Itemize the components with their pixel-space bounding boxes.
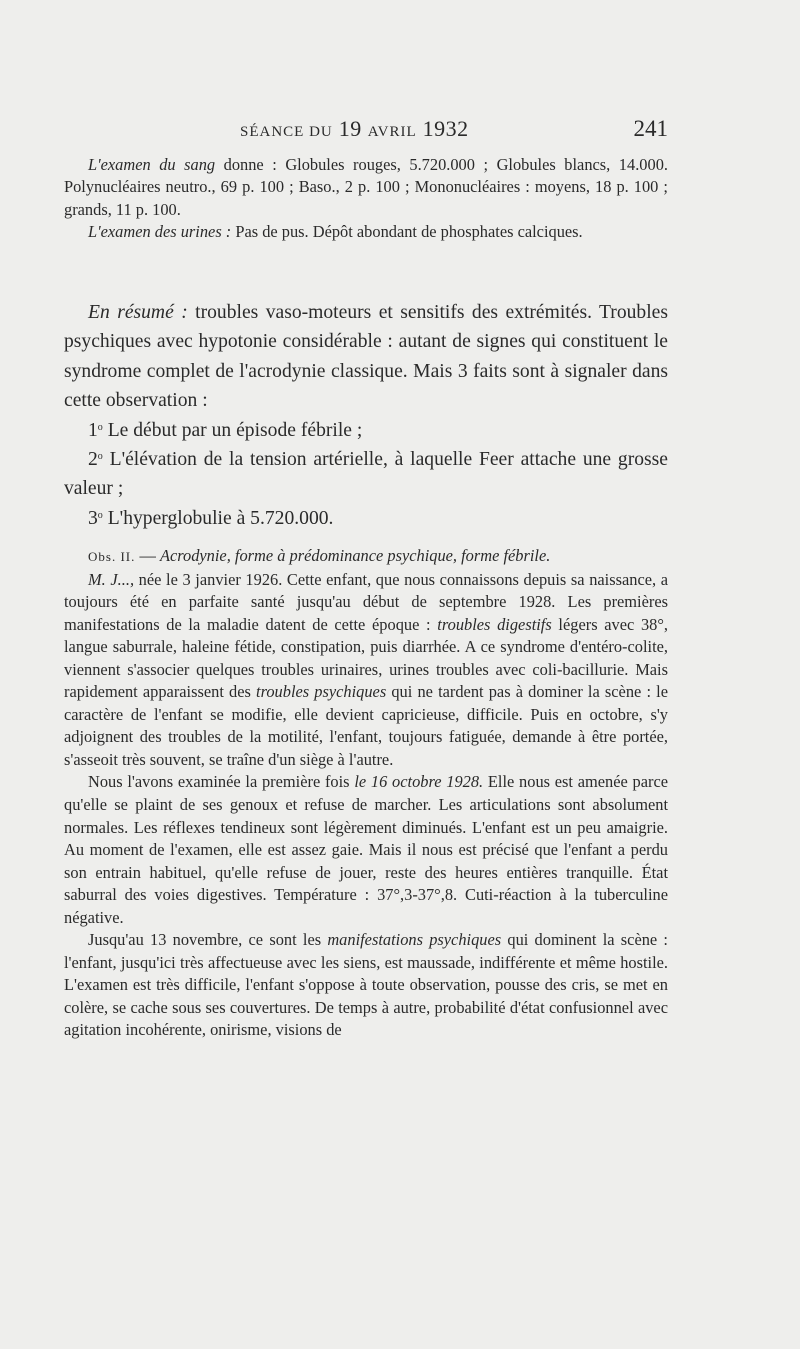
page-number: 241 — [633, 116, 668, 141]
observation-label: Obs. II. — [88, 549, 136, 564]
summary-item-3 — [64, 504, 668, 533]
obs-p2-part-b: Elle nous est amenée parce qu'elle se plaint de ses genoux et refuse de marcher. Les articulations sont absolument normales. Les réflexes tendineux sont légèrement diminués. L'enfant est un peu amaigrie. Au moment de l'examen, elle est assez gaie. Mais il nous est précisé que l'enfant a perdu son entrain habituel, qu'elle refuse de jouer, reste des heures entières tranquille. État saburral des voies digestives. Température : 37°,3-37°,8. Cuti-réaction à la tuberculine négative. — [64, 772, 669, 927]
page-header — [64, 116, 668, 144]
blood-exam-label: L'examen du sang — [88, 155, 216, 174]
item-1-degree: o — [97, 421, 103, 433]
summary-label: En résumé : — [88, 302, 188, 323]
obs-p1-part-c: qui ne tardent pas à dominer la scène : le caractère de l'enfant se modifie, elle devient capricieuse, difficile. Puis en octobre, s'y adjoignent des troubles de la motilité, l'enfant, toujours fatiguée, demande à être portée, s'asseoit très souvent, se traîne d'un siège à l'autre. — [64, 682, 668, 769]
item-1-number: 1 — [88, 419, 98, 441]
item-2-text: L'élévation de la tension artérielle, à laquelle Feer attache une grosse valeur ; — [64, 449, 668, 500]
urine-exam-paragraph — [64, 221, 668, 243]
summary-item-2 — [64, 445, 668, 504]
blood-exam-text: donne : Globules rouges, 5.720.000 ; Globules blancs, 14.000. Polynucléaires neutro., 69 p. 100 ; Baso., 2 p. 100 ; Mononucléaires : moyens, 18 p. 100 ; grands, 11 p. 100. — [64, 155, 668, 219]
summary-paragraph — [64, 298, 668, 416]
obs-p1-part-b: légers avec 38°, langue saburrale, haleine fétide, constipation, puis diarrhée. A ce syndrome d'entéro-colite, viennent s'associer quelques troubles urinaires, urines troubles avec coli-bacillurie. Mais rapidement apparaissent des — [64, 614, 669, 702]
running-head-prefix: SÉANCE DU — [240, 124, 333, 140]
item-1-text: Le début par un épisode fébrile ; — [102, 419, 363, 441]
running-head-month: AVRIL — [367, 124, 417, 140]
running-head-day: 19 — [338, 116, 362, 141]
obs-p3-part-b: qui dominent la scène : l'enfant, jusqu'ici très affectueuse avec les siens, est maussade, indifférente et même hostile. L'examen est très difficile, l'enfant s'oppose à toute observation, pousse des cris, se met en colère, se cache sous ses couvertures. De temps à autre, probabilité d'état confusionnel avec agitation incohérente, onirisme, visions de — [64, 930, 668, 1040]
patient-name: M. J..., — [88, 569, 135, 589]
obs-p1-digestive-troubles: troubles digestifs — [437, 614, 552, 634]
obs-p2-date: le 16 octobre 1928. — [354, 772, 484, 792]
running-head — [240, 116, 469, 142]
obs-p1-part-a: née le 3 janvier 1926. Cette enfant, que nous connaissons depuis sa naissance, a toujours été en parfaite santé jusqu'au début de septembre 1928. Les premières manifestations de la maladie datent de cette époque : — [64, 569, 668, 634]
item-3-text: L'hyperglobulie à 5.720.000. — [102, 507, 334, 529]
summary-text: troubles vaso-moteurs et sensitifs des extrémités. Troubles psychiques avec hypotonie considérable : autant de signes qui constituent le syndrome complet de l'acrodynie classique. Mais 3 faits sont à signaler dans cette observation : — [64, 302, 668, 412]
exam-section — [64, 154, 668, 244]
item-3-number: 3 — [88, 507, 98, 529]
item-2-degree: o — [97, 451, 103, 463]
observation-dash: — — [135, 546, 160, 565]
summary-section — [64, 298, 668, 533]
observation-paragraph-2 — [64, 771, 668, 929]
summary-item-1 — [64, 416, 668, 445]
observation-paragraph-3 — [64, 929, 668, 1042]
observation-title: Acrodynie, forme à prédominance psychique, forme fébrile. — [159, 546, 551, 565]
observation-section — [64, 545, 668, 1042]
obs-p2-part-a: Nous l'avons examinée la première fois — [88, 772, 355, 792]
urine-exam-text: Pas de pus. Dépôt abondant de phosphates calciques. — [231, 222, 583, 242]
item-3-degree: o — [97, 509, 103, 521]
obs-p1-psychic-troubles: troubles psychiques — [256, 682, 387, 702]
observation-heading — [64, 545, 668, 569]
urine-exam-label: L'examen des urines : — [88, 222, 232, 242]
blood-exam-paragraph — [64, 154, 668, 221]
obs-p3-psychic-manifestations: manifestations psychiques — [327, 930, 502, 950]
item-2-number: 2 — [88, 449, 98, 471]
running-head-year: 1932 — [422, 116, 469, 141]
obs-p3-part-a: Jusqu'au 13 novembre, ce sont les — [88, 930, 328, 950]
observation-paragraph-1 — [64, 569, 668, 772]
